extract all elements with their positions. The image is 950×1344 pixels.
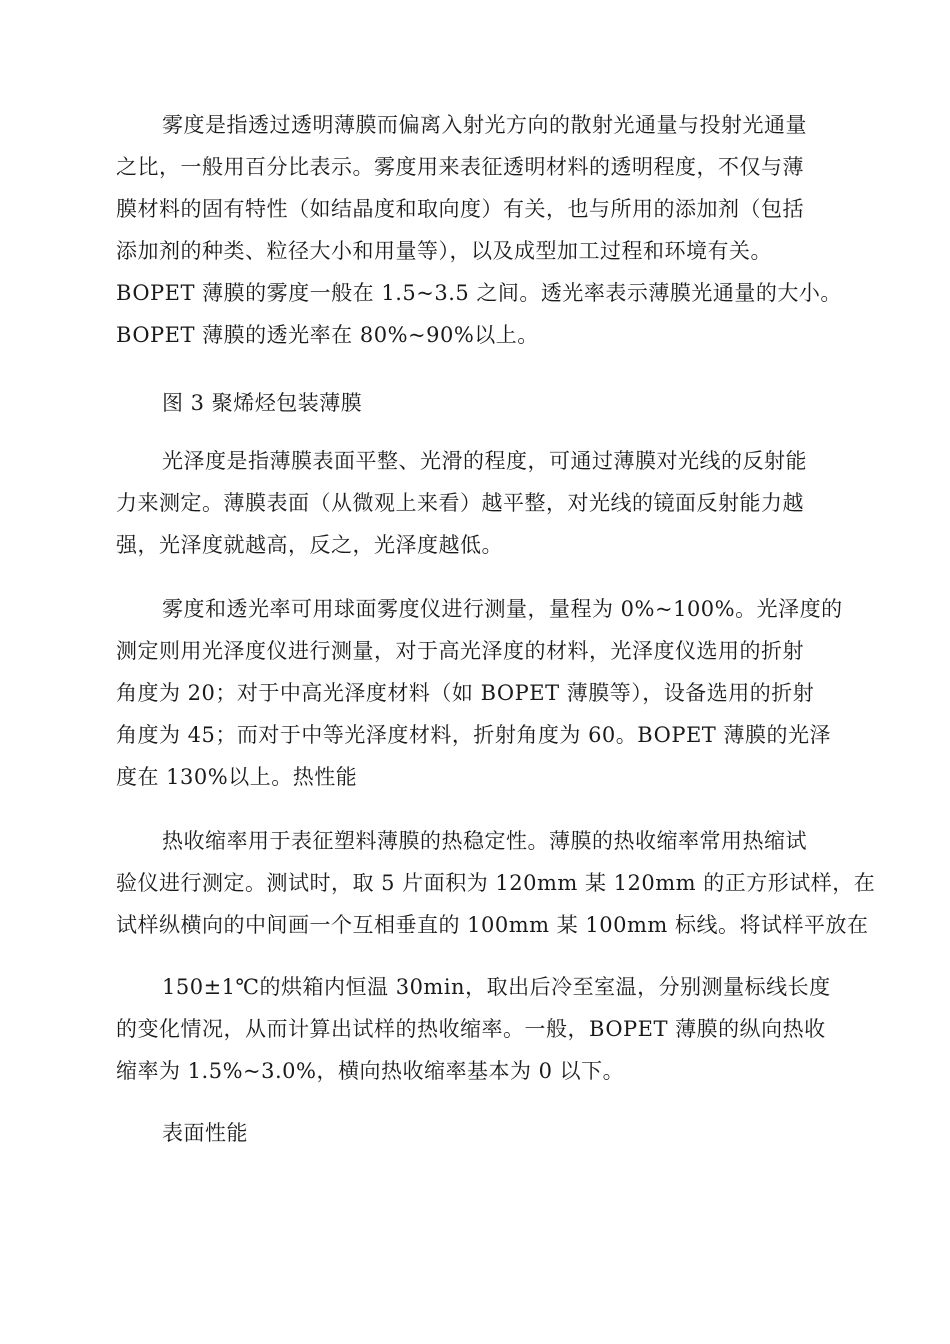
paragraph-line: 强，光泽度就越高，反之，光泽度越低。 xyxy=(116,533,503,557)
heading-line: 表面性能 xyxy=(162,1121,248,1145)
paragraph-line: BOPET 薄膜的透光率在 80%~90%以上。 xyxy=(116,323,539,347)
paragraph-measurement xyxy=(116,588,843,798)
paragraph-line: 之比，一般用百分比表示。雾度用来表征透明材料的透明程度，不仅与薄 xyxy=(116,155,804,179)
paragraph-line: 添加剂的种类、粒径大小和用量等），以及成型加工过程和环境有关。 xyxy=(116,239,772,263)
paragraph-line: 缩率为 1.5%~3.0%，横向热收缩率基本为 0 以下。 xyxy=(116,1059,625,1083)
paragraph-line: 膜材料的固有特性（如结晶度和取向度）有关，也与所用的添加剂（包括 xyxy=(116,197,804,221)
caption-line: 图 3 聚烯烃包装薄膜 xyxy=(162,391,363,415)
paragraph-haze xyxy=(116,104,842,356)
paragraph-oven xyxy=(116,966,836,1092)
paragraph-line: 150±1℃的烘箱内恒温 30min，取出后冷至室温，分别测量标线长度 xyxy=(162,975,831,999)
paragraph-line: 验仪进行测定。测试时，取 5 片面积为 120mm 某 120mm 的正方形试样，在 xyxy=(116,871,876,895)
paragraph-line: 雾度是指透过透明薄膜而偏离入射光方向的散射光通量与投射光通量 xyxy=(162,113,807,137)
paragraph-line: 试样纵横向的中间画一个互相垂直的 100mm 某 100mm 标线。将试样平放在 xyxy=(116,913,869,937)
figure-caption xyxy=(116,382,836,424)
paragraph-line: 雾度和透光率可用球面雾度仪进行测量，量程为 0%~100%。光泽度的 xyxy=(162,597,843,621)
paragraph-line: 测定则用光泽度仪进行测量，对于高光泽度的材料，光泽度仪选用的折射 xyxy=(116,639,804,663)
paragraph-line: 度在 130%以上。热性能 xyxy=(116,765,358,789)
paragraph-gloss xyxy=(116,440,836,566)
paragraph-line: 热收缩率用于表征塑料薄膜的热稳定性。薄膜的热收缩率常用热缩试 xyxy=(162,829,807,853)
paragraph-line: 光泽度是指薄膜表面平整、光滑的程度，可通过薄膜对光线的反射能 xyxy=(162,449,807,473)
paragraph-line: 角度为 45；而对于中等光泽度材料，折射角度为 60。BOPET 薄膜的光泽 xyxy=(116,723,831,747)
paragraph-shrinkage xyxy=(116,820,876,946)
paragraph-line: 角度为 20；对于中高光泽度材料（如 BOPET 薄膜等），设备选用的折射 xyxy=(116,681,815,705)
section-heading-surface xyxy=(116,1112,836,1154)
paragraph-line: 力来测定。薄膜表面（从微观上来看）越平整，对光线的镜面反射能力越 xyxy=(116,491,804,515)
paragraph-line: 的变化情况，从而计算出试样的热收缩率。一般，BOPET 薄膜的纵向热收 xyxy=(116,1017,826,1041)
paragraph-line: BOPET 薄膜的雾度一般在 1.5~3.5 之间。透光率表示薄膜光通量的大小。 xyxy=(116,281,842,305)
